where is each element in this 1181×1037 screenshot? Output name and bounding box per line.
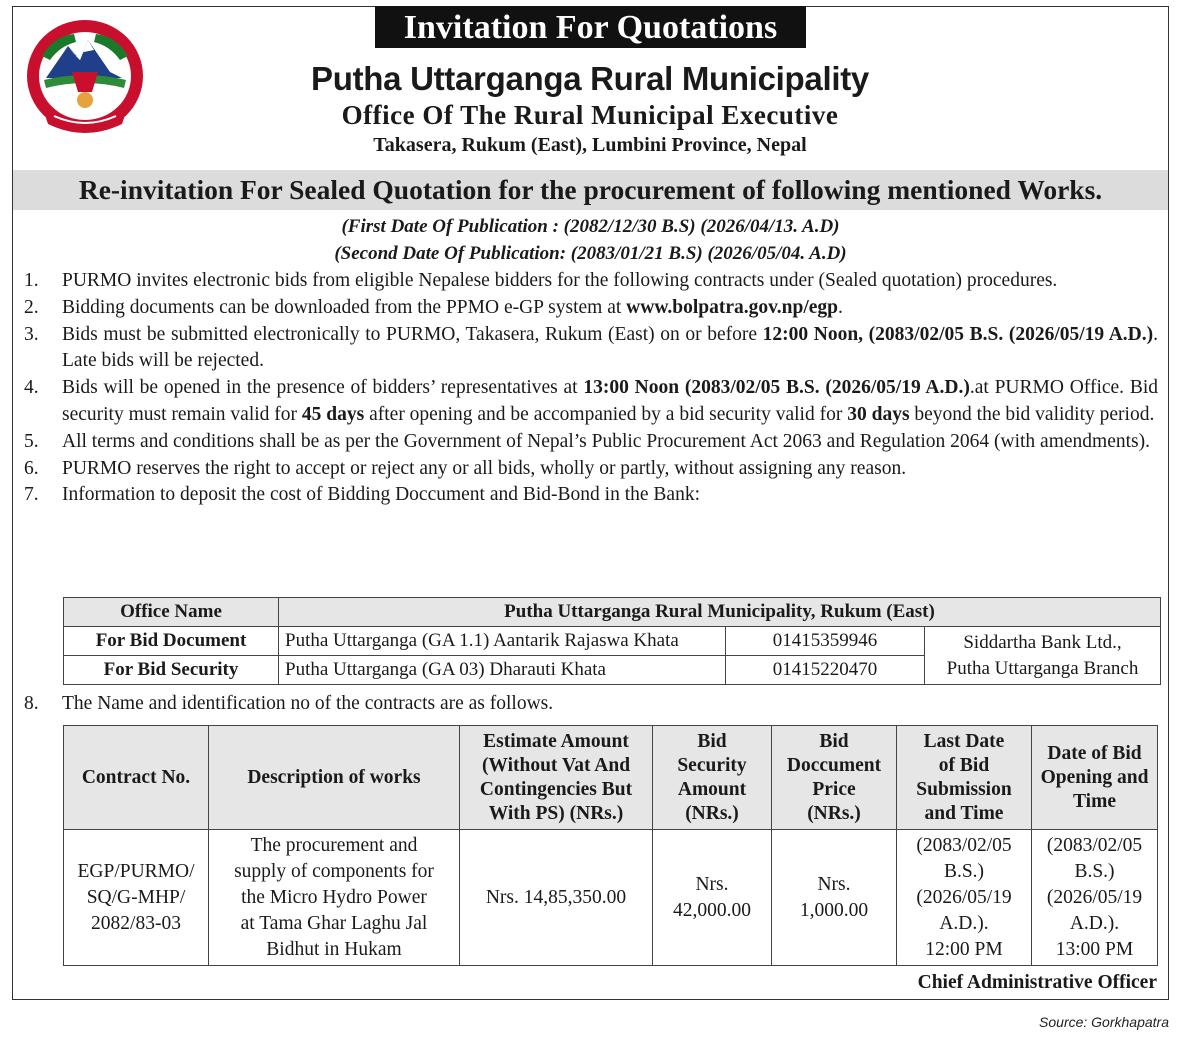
opening-time: 13:00 Noon (2083/02/05 B.S. (2026/05/19 A.D.): [583, 377, 970, 399]
item-text: PURMO reserves the right to accept or reject any or all bids, wholly or partly, without assigning any reason.: [62, 457, 907, 479]
item-text: PURMO invites electronic bids from eligible Nepalese bidders for the following contracts under (Sealed quotation) procedures.: [62, 270, 1058, 291]
item-text: Bidding documents can be downloaded from the PPMO e-GP system at www.bolpatra.gov.np/egp.: [62, 296, 843, 318]
item-text: Bids must be submitted electronically to PURMO, Takasera, Rukum (East) on or before 12:00 Noon, (2083/02/05 B.S. (2026/05/19 A.D.). Late bids will be rejected.: [62, 323, 1159, 372]
list-item: [24, 693, 553, 715]
item-number: 3.: [24, 323, 39, 345]
submission-deadline: 12:00 Noon, (2083/02/05 B.S. (2026/05/19 A.D.): [762, 323, 1154, 345]
item-number: 6.: [24, 457, 39, 479]
office-name-value: Putha Uttarganga Rural Municipality, Rukum (East): [279, 598, 1161, 627]
submission-date-cell: (2083/02/05 B.S.) (2026/05/19 A.D.). 12:00 PM: [897, 830, 1032, 966]
notice-banner: Invitation For Quotations: [375, 6, 806, 48]
column-header: Date of Bid Opening and Time: [1032, 726, 1158, 830]
column-header: Bid Doccument Price (NRs.): [772, 726, 897, 830]
list-item: [24, 268, 1158, 295]
table-row: [64, 830, 1158, 966]
contract-number-cell: EGP/PURMO/ SQ/G-MHP/ 2082/83-03: [64, 830, 209, 966]
item-number: 4.: [24, 377, 39, 399]
item-number: 2.: [24, 296, 39, 318]
list-item: [24, 295, 1158, 322]
office-name-label: Office Name: [64, 598, 279, 627]
item-text: Information to deposit the cost of Bidding Doccument and Bid-Bond in the Bank:: [62, 484, 700, 506]
second-publication-date: (Second Date Of Publication: (2083/01/21 B.S) (2026/05/04. A.D): [334, 243, 847, 264]
item-number: 7.: [24, 484, 39, 506]
item-text: Bids will be opened in the presence of bidders’ representatives at 13:00 Noon (2083/02/05 B.S. (2026/05/19 A.D.).at PURMO Office. Bid security must remain valid for 45 days after opening and be accompanied by a bid security valid for 30 days beyond the bid validity period.: [62, 377, 1159, 425]
account-number: 01415220470: [726, 656, 925, 685]
validity-days: 45 days: [301, 403, 365, 425]
column-header: Bid Security Amount (NRs.): [653, 726, 772, 830]
security-days: 30 days: [847, 403, 910, 425]
column-header: Estimate Amount (Without Vat And Contingencies But With PS) (NRs.): [460, 726, 653, 830]
table-header-row: [64, 726, 1158, 830]
source-credit: Source: Gorkhapatra: [1039, 1014, 1169, 1030]
row-label: For Bid Document: [64, 627, 279, 656]
contracts-table: [63, 725, 1158, 966]
bid-security-cell: Nrs. 42,000.00: [653, 830, 772, 966]
office-name: Office Of The Rural Municipal Executive: [341, 100, 839, 130]
account-name: Putha Uttarganga (GA 03) Dharauti Khata: [279, 656, 726, 685]
list-item: [24, 482, 1158, 509]
first-publication-date: (First Date Of Publication : (2082/12/30 B.S) (2026/04/13. A.D): [341, 216, 840, 237]
list-item: [24, 429, 1158, 456]
item-number: 8.: [24, 693, 39, 714]
egp-link: www.bolpatra.gov.np/egp: [626, 296, 839, 318]
row-label: For Bid Security: [64, 656, 279, 685]
column-header: Contract No.: [64, 726, 209, 830]
notice-subject: Re-invitation For Sealed Quotation for the procurement of following mentioned Works.: [13, 170, 1168, 210]
opening-date-cell: (2083/02/05 B.S.) (2026/05/19 A.D.). 13:00 PM: [1032, 830, 1158, 966]
terms-list: [24, 268, 1158, 509]
item-text: The Name and identification no of the contracts are as follows.: [62, 693, 554, 714]
column-header: Last Date of Bid Submission and Time: [897, 726, 1032, 830]
bank-name: Siddartha Bank Ltd., Putha Uttarganga Branch: [925, 627, 1161, 685]
item-number: 5.: [24, 430, 39, 452]
account-name: Putha Uttarganga (GA 1.1) Aantarik Rajaswa Khata: [279, 627, 726, 656]
office-address: Takasera, Rukum (East), Lumbini Province, Nepal: [373, 134, 807, 156]
nepal-emblem-icon: [24, 16, 146, 140]
estimate-amount-cell: Nrs. 14,85,350.00: [460, 830, 653, 966]
list-item: [24, 375, 1158, 429]
item-text: All terms and conditions shall be as per the Government of Nepal’s Public Procurement Act 2063 and Regulation 2064 (with amendments).: [62, 430, 1150, 452]
description-cell: The procurement and supply of components for the Micro Hydro Power at Tama Ghar Laghu Jal Bidhut in Hukam: [209, 830, 460, 966]
table-row: [64, 627, 1161, 656]
column-header: Description of works: [209, 726, 460, 830]
signature-title: Chief Administrative Officer: [917, 972, 1157, 993]
account-number: 01415359946: [726, 627, 925, 656]
document-price-cell: Nrs. 1,000.00: [772, 830, 897, 966]
table-row: [64, 598, 1161, 627]
list-item: [24, 322, 1158, 376]
item-number: 1.: [24, 270, 39, 291]
org-name: Putha Uttarganga Rural Municipality: [311, 60, 869, 97]
list-item: [24, 456, 1158, 483]
bank-details-table: [63, 597, 1161, 685]
